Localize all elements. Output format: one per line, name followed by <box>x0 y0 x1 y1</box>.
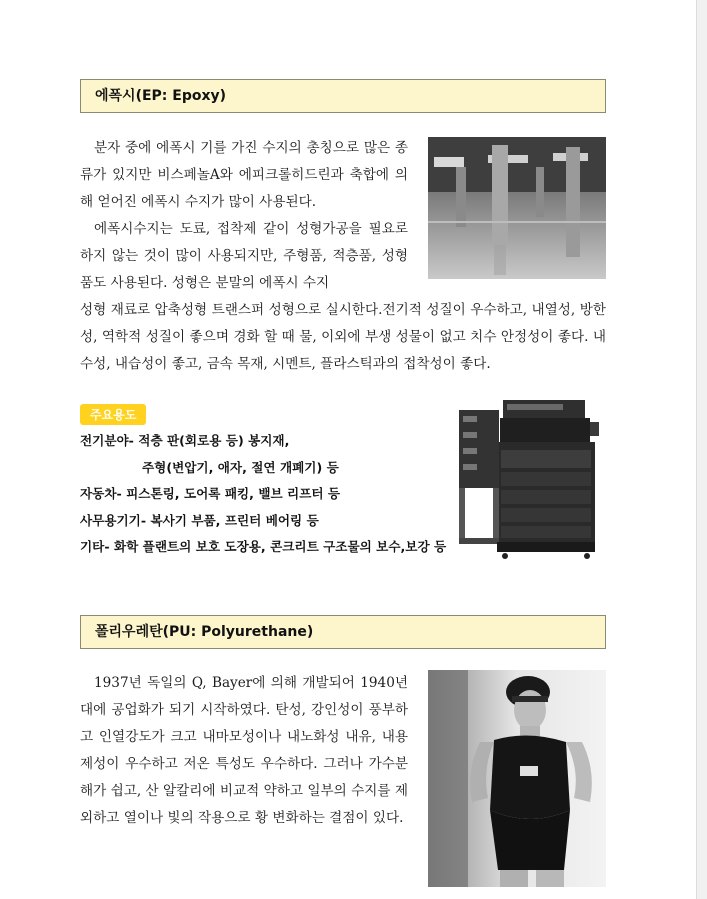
coated-floor-photo <box>428 137 606 279</box>
page-edge <box>696 0 707 899</box>
epoxy-text-top <box>80 135 408 297</box>
epoxy-paragraph-3: 성형 재료로 압축성형 트랜스퍼 성형으로 실시한다.전기적 성질이 우수하고, 내열성, 방한성, 역학적 성질이 좋으며 경화 할 때 물, 이외에 부생 성물이 없고 치수 안정성이 좋다. 내수성, 내습성이 좋고, 금속 목재, 시멘트, 플라스틱과의 접착성이 좋다. <box>80 302 606 372</box>
epoxy-paragraph-1: 분자 중에 에폭시 기를 가진 수지의 총칭으로 많은 종류가 있지만 비스페놀A와 에피크롤히드린과 축합에 의해 얻어진 에폭시 수지가 많이 사용된다. <box>80 140 408 210</box>
use-item-electric-cont: 주형(변압기, 애자, 절연 개폐기) 등 <box>142 459 339 475</box>
polyurethane-text <box>80 670 408 832</box>
use-item-electric: 전기분야- 적층 판(회로용 등) 봉지재, <box>80 433 290 448</box>
swimmer-photo <box>428 670 606 887</box>
section-title-polyurethane: 폴리우레탄(PU: Polyurethane) <box>80 615 606 649</box>
epoxy-text-full <box>80 297 606 378</box>
use-item-office: 사무용기기- 복사기 부품, 프린터 베어링 등 <box>80 512 319 528</box>
main-uses-label: 주요용도 <box>80 404 146 425</box>
section-title-epoxy: 에폭시(EP: Epoxy) <box>80 79 606 113</box>
office-copier-photo <box>455 392 606 568</box>
use-item-other: 기타- 화학 플랜트의 보호 도장용, 콘크리트 구조물의 보수,보강 등 <box>80 539 447 554</box>
epoxy-paragraph-2: 에폭시수지는 도료, 접착제 같이 성형가공을 필요로 하지 않는 것이 많이 사용되지만, 주형품, 적층품, 성형품도 사용된다. 성형은 분말의 에폭시 수지 <box>80 221 408 291</box>
use-item-auto: 자동차- 피스톤링, 도어록 패킹, 밸브 리프터 등 <box>80 486 341 501</box>
main-uses-list <box>80 428 480 561</box>
polyurethane-paragraph: 1937년 독일의 Q, Bayer에 의해 개발되어 1940년대에 공업화가 되기 시작하였다. 탄성, 강인성이 풍부하고 인열강도가 크고 내마모성이나 내노화성 내유, 내용제성이 우수하고 저온 특성도 우수하다. 그러나 가수분해가 쉽고, 산 알칼리에 비교적 약하고 일부의 수지를 제외하고 열이나 빛의 작용으로 황 변화하는 결점이 있다. <box>80 675 408 826</box>
